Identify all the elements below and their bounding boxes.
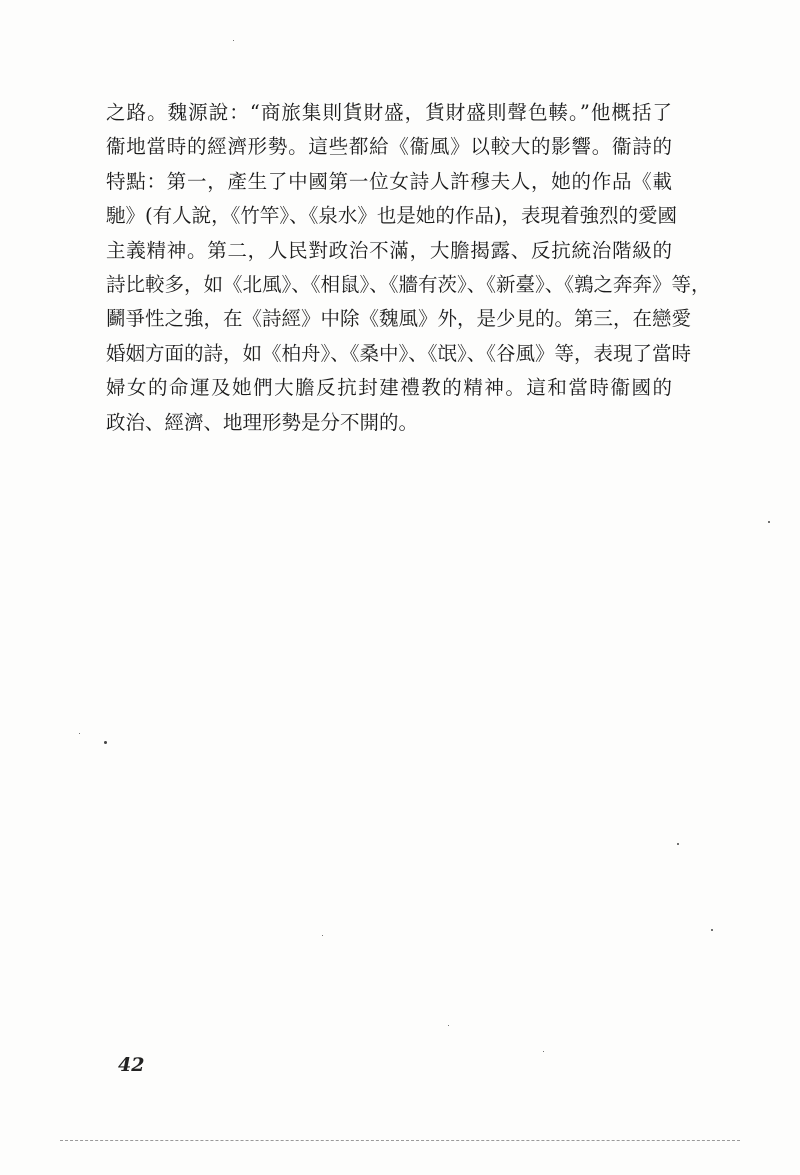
scan-speck bbox=[448, 1025, 449, 1026]
scan-speck bbox=[768, 521, 770, 523]
text-line: 馳》(有人說，《竹竿》、《泉水》也是她的作品)，表現着強烈的愛國 bbox=[106, 204, 677, 228]
text-line: 主義精神。第二，人民對政治不滿，大膽揭露、反抗統治階級的 bbox=[106, 238, 672, 262]
scan-speck bbox=[79, 733, 80, 734]
text-line: 之路。魏源說：“商旅集則貨財盛，貨財盛則聲色輳。”他概括了 bbox=[106, 101, 672, 124]
text-line: 婦女的命運及她們大膽反抗封建禮教的精神。這和當時衞國的 bbox=[106, 376, 672, 400]
text-line: 詩比較多，如《北風》、《相鼠》、《牆有茨》、《新臺》、《鶉之奔奔》等， bbox=[106, 272, 711, 296]
scan-speck bbox=[677, 843, 679, 845]
text-line: 特點：第一，產生了中國第一位女詩人許穆夫人，她的作品《載 bbox=[106, 169, 672, 193]
scan-speck bbox=[322, 935, 323, 936]
scan-speck bbox=[104, 741, 107, 744]
text-line: 衞地當時的經濟形勢。這些都給《衞風》以較大的影響。衞詩的 bbox=[106, 135, 672, 159]
scan-edge-line bbox=[60, 1140, 740, 1141]
body-paragraph bbox=[106, 96, 711, 440]
scan-speck bbox=[233, 40, 234, 41]
text-line: 鬬爭性之強，在《詩經》中除《魏風》外，是少見的。第三，在戀愛 bbox=[106, 307, 692, 331]
text-line: 婚姻方面的詩，如《柏舟》、《桑中》、《氓》、《谷風》等，表現了當時 bbox=[106, 341, 692, 365]
scan-speck bbox=[543, 1051, 544, 1052]
scan-speck bbox=[711, 929, 713, 931]
page-number: 42 bbox=[118, 1054, 145, 1076]
text-line-last: 政治、經濟、地理形勢是分不開的。 bbox=[106, 410, 419, 434]
